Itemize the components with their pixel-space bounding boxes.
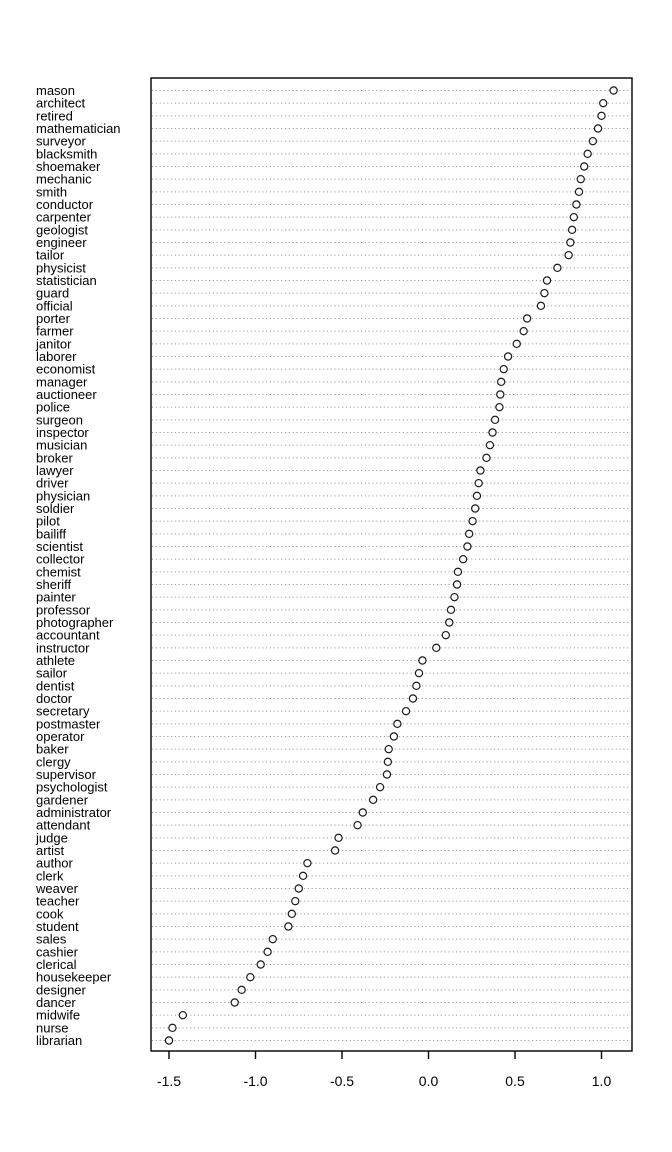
category-label: tailor [36,247,65,263]
category-label: nurse [36,1020,69,1036]
data-point [335,834,342,841]
category-label: chemist [36,564,81,580]
category-label: musician [36,437,88,453]
data-point [520,328,527,335]
category-label: mason [36,83,76,98]
data-point [415,670,422,677]
data-point [589,138,596,145]
category-label: retired [36,108,73,124]
category-label: official [36,298,73,314]
data-point [454,568,461,575]
category-label: cook [36,906,64,922]
data-point [292,898,299,905]
category-label: mechanic [36,171,92,187]
x-tick-label: 0.0 [418,1073,439,1089]
data-point [581,163,588,170]
data-point [231,999,238,1006]
data-point [295,885,302,892]
data-point [537,302,544,309]
category-label: supervisor [36,767,96,782]
data-point [370,796,377,803]
category-label: blacksmith [36,146,98,162]
category-label: manager [36,374,88,390]
category-label: clergy [36,754,71,770]
category-label: guard [36,285,70,301]
category-label: doctor [36,691,73,706]
data-point [354,822,361,829]
category-label: painter [36,589,76,605]
data-point [383,771,390,778]
category-label: smith [36,184,68,200]
data-point [486,442,493,449]
category-label: instructor [36,640,90,656]
data-point [394,720,401,727]
x-tick-label: -1.5 [156,1073,182,1089]
category-label: surgeon [36,412,83,428]
data-point [594,125,601,132]
category-label: sales [36,931,67,947]
category-label: surveyor [36,133,86,149]
category-label: police [36,399,70,415]
data-point [570,214,577,221]
data-point [496,404,503,411]
data-point [413,682,420,689]
category-label: postmaster [36,716,101,732]
category-label: cashier [36,944,78,960]
category-label: engineer [36,235,87,250]
category-label: inspector [36,425,89,440]
data-point [169,1024,176,1031]
data-point [304,860,311,867]
category-label: photographer [36,615,114,630]
category-label: clerk [36,868,64,884]
data-point [513,340,520,347]
data-point [179,1012,186,1019]
data-point [565,252,572,259]
category-label: statistician [36,273,97,288]
category-label: janitor [36,336,72,352]
category-label: driver [36,475,69,491]
data-point [500,366,507,373]
category-label: broker [36,450,73,466]
data-point [554,264,561,271]
data-point [543,277,550,284]
category-label: housekeeper [36,969,112,985]
data-point [477,467,484,474]
data-point [453,581,460,588]
category-label: secretary [36,703,90,719]
category-label: geologist [36,222,89,238]
category-label: shoemaker [36,159,101,174]
category-label: soldier [36,501,75,516]
data-point [575,188,582,195]
category-label: student [36,919,79,934]
data-point [464,543,471,550]
category-label: dentist [36,678,75,694]
category-label: bailiff [36,526,67,542]
category-label: physicist [36,260,86,276]
data-point [385,746,392,753]
category-label: physician [36,488,91,504]
category-label: porter [36,311,70,326]
category-label: psychologist [36,779,108,795]
category-label: sailor [36,665,68,681]
data-point [524,315,531,322]
data-point [264,948,271,955]
data-point [541,290,548,297]
category-label: judge [36,830,68,846]
data-point [433,644,440,651]
data-point [466,530,473,537]
category-label: gardener [36,792,89,808]
category-label: professor [36,602,91,618]
data-point [269,936,276,943]
data-point [492,416,499,423]
category-label: accountant [36,627,100,643]
category-label: auctioneer [36,387,97,402]
data-point [288,910,295,917]
data-point [451,594,458,601]
category-label: operator [36,729,85,744]
data-point [489,429,496,436]
data-point [598,112,605,119]
category-label: conductor [36,197,94,212]
category-label: teacher [36,893,80,909]
data-point [390,733,397,740]
data-point [238,986,245,993]
x-tick-label: -0.5 [329,1073,355,1089]
category-label: designer [36,982,86,998]
category-label: mathematician [36,121,121,136]
data-point [483,454,490,461]
category-label: carpenter [36,209,91,225]
data-point [504,353,511,360]
data-point [577,176,584,183]
x-tick-label: 0.5 [505,1073,525,1089]
data-point [376,784,383,791]
category-label: attendant [36,817,91,833]
x-tick-label: -1.0 [243,1073,268,1089]
data-point [567,239,574,246]
data-point [498,378,505,385]
data-point [460,556,467,563]
data-point [359,809,366,816]
data-point [568,226,575,233]
data-point [165,1037,172,1044]
data-point [299,872,306,879]
category-label: scientist [36,539,83,554]
data-point [469,518,476,525]
data-point [584,150,591,157]
data-point [473,492,480,499]
category-label: weaver [36,881,78,896]
category-label: dancer [36,995,76,1010]
x-tick-label: 1.0 [591,1073,612,1089]
data-point [447,606,454,613]
category-label: architect [36,95,86,111]
category-label: sheriff [36,577,72,592]
data-point [497,391,504,398]
category-label: clerical [36,957,77,972]
category-label: athlete [36,653,76,668]
category-label: baker [36,741,69,757]
data-point [331,847,338,854]
data-point [442,632,449,639]
data-point [402,708,409,715]
category-label: artist [36,843,65,858]
data-point [409,695,416,702]
data-point [573,201,580,208]
category-label: pilot [36,513,60,529]
data-point [475,480,482,487]
category-label: administrator [36,805,112,820]
category-label: farmer [36,323,74,339]
category-label: librarian [36,1033,83,1048]
data-point [600,100,607,107]
data-point [247,974,254,981]
data-point [257,961,264,968]
data-point [472,505,479,512]
data-point [419,657,426,664]
data-point [610,87,617,94]
category-label: economist [36,361,96,377]
category-label: laborer [36,349,77,364]
category-label: midwife [36,1007,81,1023]
category-label: collector [36,551,85,567]
category-label: author [36,855,73,871]
data-point [285,923,292,930]
data-point [446,619,453,626]
category-label: lawyer [36,463,74,478]
plot-border [151,78,632,1051]
data-point [384,758,391,765]
